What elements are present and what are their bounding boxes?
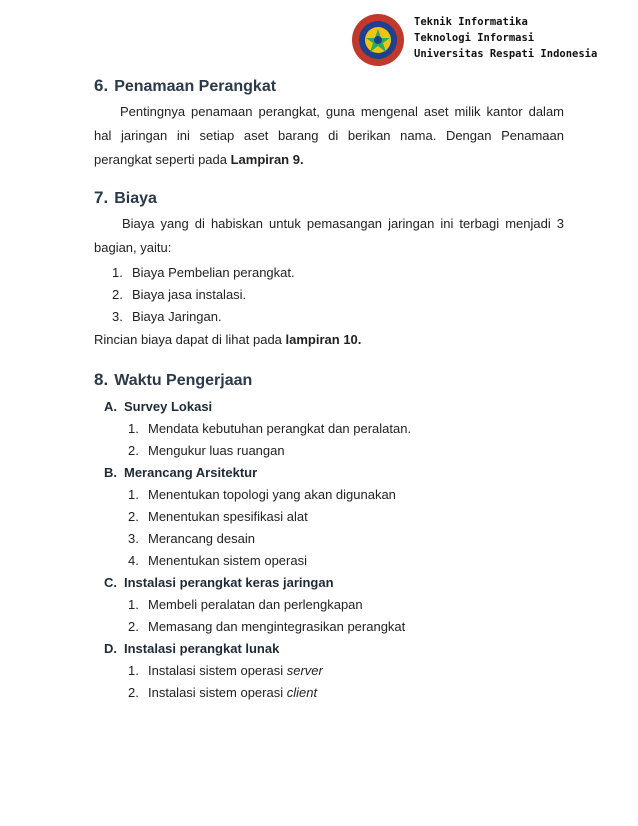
list-item: 2. Instalasi sistem operasi client [128,685,318,700]
section-8 [94,370,564,704]
list-item: 3. Biaya Jaringan. [112,309,222,324]
list-item: 1. Instalasi sistem operasi server [128,663,323,678]
group-heading: B. Merancang Arsitektur [104,465,258,480]
appendix-reference: lampiran 10. [285,332,362,347]
document-body [94,70,564,704]
group-list [128,418,564,462]
section-6-paragraph [94,100,564,172]
list-item: 2. Menentukan spesifikasi alat [128,509,308,524]
list-item: 2. Memasang dan mengintegrasikan perangkat [128,619,406,634]
section-7-intro: Biaya yang di habiskan untuk pemasangan jaringan ini terbagi menjadi 3 bagian, yaitu: [94,216,564,255]
group-list [128,484,564,572]
group-list [128,594,564,638]
list-item: 1. Mendata kebutuhan perangkat dan peralatan. [128,421,412,436]
group-heading: A. Survey Lokasi [104,399,213,414]
list-item: 1. Membeli peralatan dan perlengkapan [128,597,363,612]
section-6-heading [94,76,564,96]
section-title: Penamaan Perangkat [114,78,277,95]
section-7-closing: Rincian biaya dapat di lihat pada lampiran 10. [94,332,362,347]
list-item: 1. Biaya Pembelian perangkat. [112,265,295,280]
appendix-reference: Lampiran 9. [230,152,304,167]
header-line-1: Teknik Informatika [414,16,528,28]
section-number: 6. [94,76,109,95]
header-line-3: Universitas Respati Indonesia [414,48,598,60]
section-number: 8. [94,370,109,389]
list-item: 4. Menentukan sistem operasi [128,553,307,568]
section-8-heading [94,370,564,390]
schedule-groups [104,396,564,704]
list-item: 3. Merancang desain [128,531,255,546]
list-item: 2. Biaya jasa instalasi. [112,287,247,302]
section-7 [94,188,564,352]
section-6 [94,76,564,172]
header-line-2: Teknologi Informasi [414,32,535,44]
section-number: 7. [94,188,109,207]
section-title: Waktu Pengerjaan [114,372,253,389]
paragraph-text: Pentingnya penamaan perangkat, guna mengenal aset milik kantor dalam hal jaringan ini setiap aset barang di berikan nama. Dengan Penamaan perangkat seperti pada [94,104,564,167]
university-seal-icon [348,12,408,68]
page-header [348,12,628,68]
section-title: Biaya [114,190,157,207]
group-list [128,660,564,704]
list-item: 1. Menentukan topologi yang akan digunakan [128,487,396,502]
group-heading: D. Instalasi perangkat lunak [104,641,280,656]
section-7-heading [94,188,564,208]
group-heading: C. Instalasi perangkat keras jaringan [104,575,334,590]
cost-list [112,262,564,328]
list-item: 2. Mengukur luas ruangan [128,443,285,458]
